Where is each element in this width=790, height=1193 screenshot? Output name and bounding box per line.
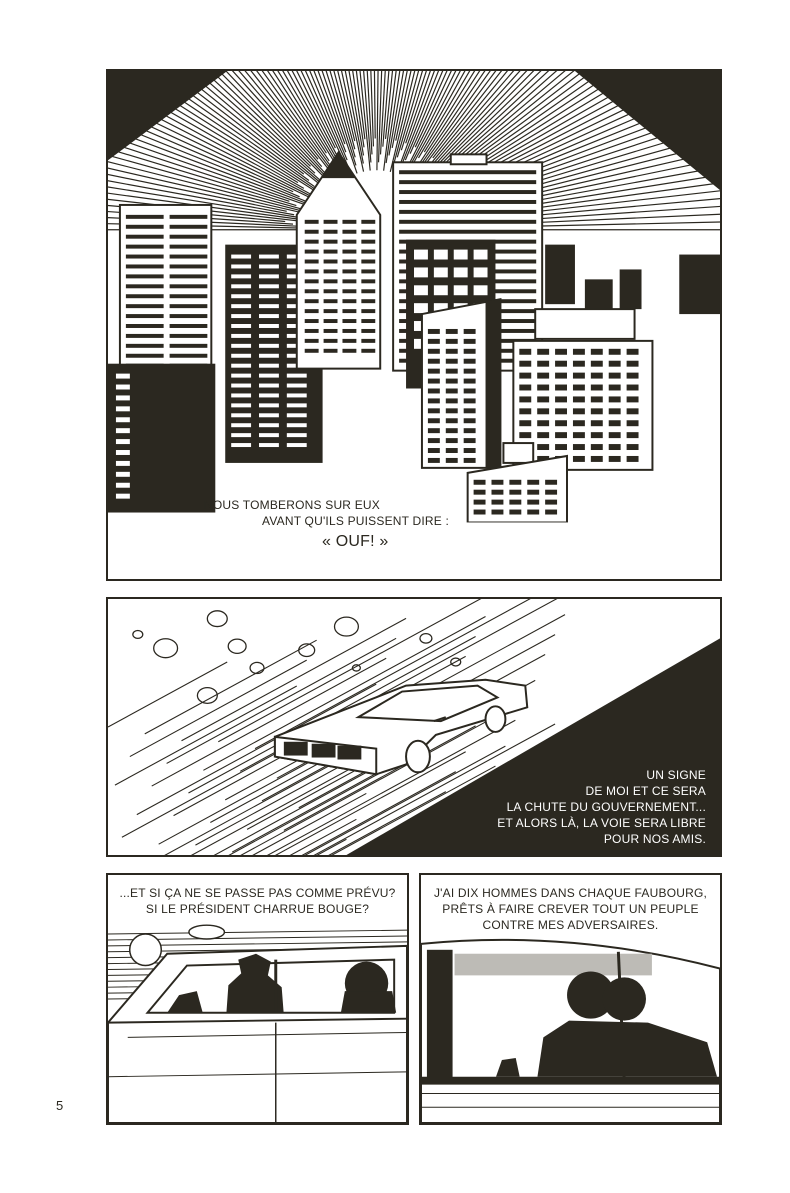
panel-city-skyline	[106, 69, 722, 581]
caption-line: AVANT QU'ILS PUISSENT DIRE :	[262, 514, 450, 528]
panel-car-interior-right	[419, 873, 722, 1125]
panel-car-highway	[106, 597, 722, 857]
caption-car	[497, 767, 706, 847]
window-tint	[455, 954, 652, 976]
panel-car-interior-left	[106, 873, 409, 1125]
page-number: 5	[56, 1098, 64, 1113]
caption-line: POUR NOS AMIS.	[603, 832, 706, 846]
caption-line: SI LE PRÉSIDENT CHARRUE BOUGE?	[145, 902, 370, 916]
caption-line: PRÊTS À FAIRE CREVER TOUT UN PEUPLE	[442, 902, 699, 916]
caption-interior-left	[108, 885, 407, 917]
door-pillar	[427, 950, 453, 1078]
caption-line: UN SIGNE	[646, 768, 706, 782]
caption-city	[204, 497, 449, 529]
caption-line: LA CHUTE DU GOUVERNEMENT...	[506, 800, 706, 814]
building-far-right	[545, 245, 720, 314]
caption-line: ET ALORS LÀ, LA VOIE SERA LIBRE	[497, 816, 706, 830]
caption-line: NOUS TOMBERONS SUR EUX	[204, 498, 380, 512]
building-corner-front	[422, 299, 500, 468]
bokeh-light	[130, 934, 162, 965]
caption-line: J'AI DIX HOMMES DANS CHAQUE FAUBOURG,	[433, 886, 708, 900]
caption-line: ...ET SI ÇA NE SE PASSE PAS COMME PRÉVU?	[119, 886, 396, 900]
building-left-low	[108, 364, 215, 513]
caption-line: CONTRE MES ADVERSAIRES.	[482, 918, 659, 932]
caption-interior-right	[421, 885, 720, 933]
caption-line: DE MOI ET CE SERA	[585, 784, 706, 798]
caption-exclamation: « OUF! »	[322, 533, 389, 550]
